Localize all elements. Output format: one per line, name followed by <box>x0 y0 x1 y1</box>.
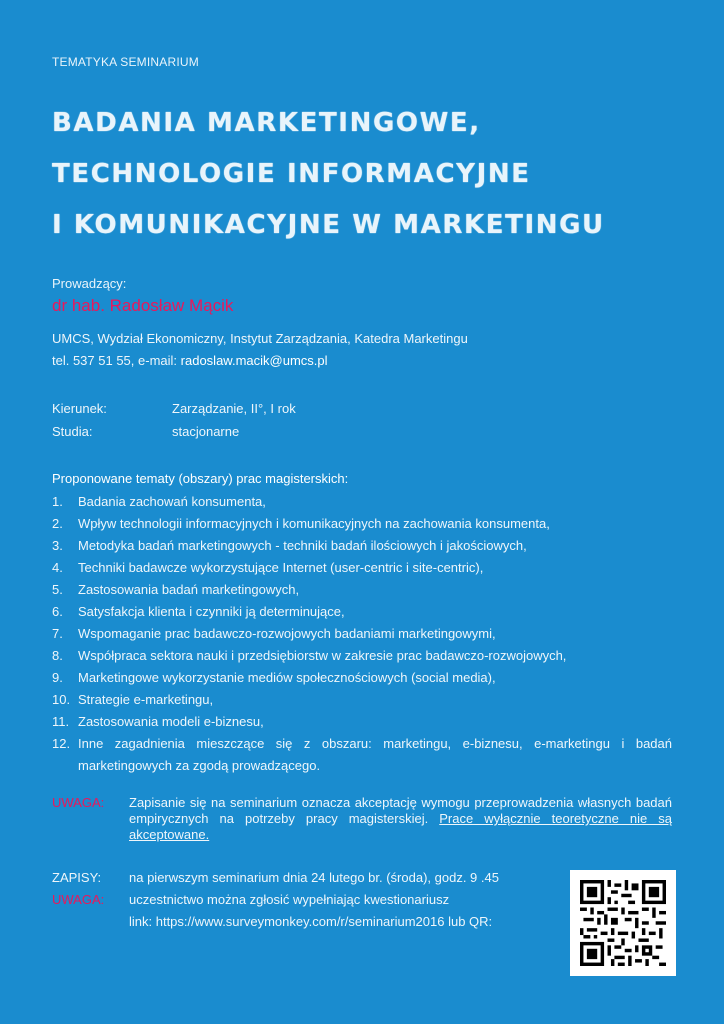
topic-number: 12. <box>52 736 71 751</box>
topic-number: 2. <box>52 516 63 531</box>
topic-number: 8. <box>52 648 63 663</box>
contact-line <box>52 353 328 368</box>
seminar-title <box>52 98 692 251</box>
studies-value: stacjonarne <box>172 424 240 439</box>
topic-number: 3. <box>52 538 63 553</box>
notice-underlined: Prace wyłącznie teoretyczne nie są akceptowane. <box>129 811 672 842</box>
topic-item <box>52 491 672 513</box>
phone-text: tel. 537 51 55, e-mail: <box>52 353 178 368</box>
topic-text: Wspomaganie prac badawczo-rozwojowych badaniami marketingowymi, <box>78 626 496 641</box>
lead-label: Prowadzący: <box>52 276 127 291</box>
topic-item <box>52 645 672 667</box>
topic-text: Marketingowe wykorzystanie mediów społecznościowych (social media), <box>78 670 496 685</box>
notice-body: Zapisanie się na seminarium oznacza akceptację wymogu przeprowadzenia własnych badań empirycznych na potrzeby pracy magisterskiej. <box>129 795 672 826</box>
topic-text: Techniki badawcze wykorzystujące Internet (user-centric i site-centric), <box>78 560 484 575</box>
topic-item <box>52 667 672 689</box>
topic-item <box>52 623 672 645</box>
notice-label: UWAGA: <box>52 795 105 810</box>
topic-text: Satysfakcja klienta i czynniki ją determinujące, <box>78 604 345 619</box>
topic-item <box>52 557 672 579</box>
topics-list <box>52 491 672 777</box>
registration-note-text: uczestnictwo można zgłosić wypełniając kwestionariusz <box>129 892 450 907</box>
topic-item <box>52 579 672 601</box>
topic-number: 10. <box>52 692 71 707</box>
topic-number: 5. <box>52 582 63 597</box>
topic-item <box>52 689 672 711</box>
topic-item <box>52 711 672 733</box>
lead-name: dr hab. Radosław Mącik <box>52 296 234 315</box>
title-line-2: TECHNOLOGIE INFORMACYJNE <box>52 159 531 189</box>
topic-text: Zastosowania modeli e-biznesu, <box>78 714 264 729</box>
title-line-1: BADANIA MARKETINGOWE, <box>52 108 481 138</box>
email-link[interactable]: radoslaw.macik@umcs.pl <box>180 353 328 368</box>
topic-text: Inne zagadnienia mieszczące się z obszaru: marketingu, e-biznesu, e-marketingu i badań marketingowych za zgodą prowadzącego. <box>78 736 672 773</box>
title-line-3: I KOMUNIKACYJNE W MARKETINGU <box>52 210 605 240</box>
direction-value: Zarządzanie, II°, I rok <box>172 401 296 416</box>
topic-number: 4. <box>52 560 63 575</box>
topic-number: 1. <box>52 494 63 509</box>
topic-number: 7. <box>52 626 63 641</box>
topic-item <box>52 733 672 777</box>
section-eyebrow: TEMATYKA SEMINARIUM <box>52 55 199 69</box>
direction-label: Kierunek: <box>52 401 107 416</box>
topic-text: Współpraca sektora nauki i przedsiębiorstw w zakresie prac badawczo-rozwojowych, <box>78 648 567 663</box>
registration-note-label: UWAGA: <box>52 892 105 907</box>
topics-heading: Proponowane tematy (obszary) prac magisterskich: <box>52 471 349 486</box>
topic-text: Metodyka badań marketingowych - techniki badań ilościowych i jakościowych, <box>78 538 527 553</box>
qr-code-icon[interactable] <box>570 870 676 976</box>
registration-text: na pierwszym seminarium dnia 24 lutego br. (środa), godz. 9 .45 <box>129 870 499 885</box>
topic-item <box>52 513 672 535</box>
registration-label: ZAPISY: <box>52 870 102 885</box>
topic-item <box>52 535 672 557</box>
topic-text: Strategie e-marketingu, <box>78 692 214 707</box>
notice-text <box>129 795 672 843</box>
topic-number: 9. <box>52 670 63 685</box>
topic-text: Badania zachowań konsumenta, <box>78 494 266 509</box>
affiliation: UMCS, Wydział Ekonomiczny, Instytut Zarządzania, Katedra Marketingu <box>52 331 468 346</box>
survey-link[interactable]: link: https://www.surveymonkey.com/r/seminarium2016 lub QR: <box>129 914 493 929</box>
topic-number: 11. <box>52 714 70 729</box>
studies-label: Studia: <box>52 424 93 439</box>
qr-code-graphic <box>580 880 666 966</box>
topic-text: Zastosowania badań marketingowych, <box>78 582 300 597</box>
topic-number: 6. <box>52 604 63 619</box>
topic-text: Wpływ technologii informacyjnych i komunikacyjnych na zachowania konsumenta, <box>78 516 550 531</box>
topic-item <box>52 601 672 623</box>
